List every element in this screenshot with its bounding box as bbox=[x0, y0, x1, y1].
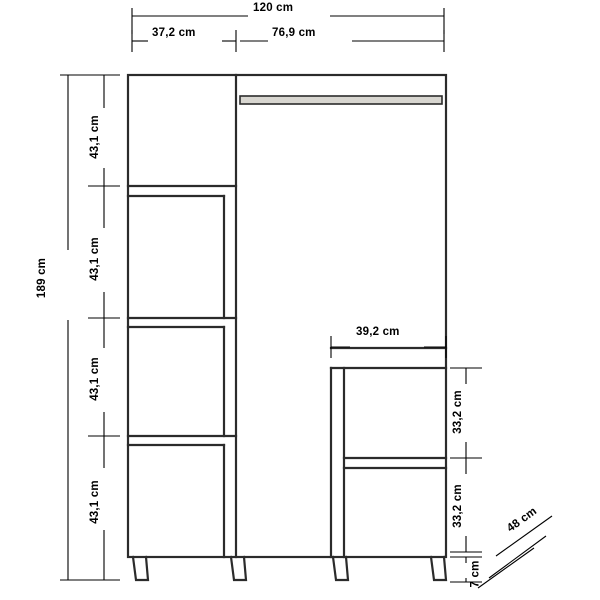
dimension-shelf-height-2: 43,1 cm bbox=[88, 237, 101, 281]
dimension-leg-height: 7 cm bbox=[469, 560, 482, 588]
dimension-drawer-height-2: 33,2 cm bbox=[451, 484, 464, 528]
dimension-shelf-height-4: 43,1 cm bbox=[88, 480, 101, 524]
dimension-drawer-width: 39,2 cm bbox=[356, 326, 400, 338]
cabinet-outline bbox=[128, 75, 446, 557]
dimension-left-section-width: 37,2 cm bbox=[152, 27, 196, 39]
dimension-total-height: 189 cm bbox=[36, 257, 49, 299]
dim-depth-line bbox=[489, 536, 546, 578]
leg-center bbox=[231, 557, 246, 580]
leg-right bbox=[431, 557, 446, 580]
dimension-right-section-width: 76,9 cm bbox=[272, 27, 316, 39]
hanging-rail bbox=[240, 96, 442, 104]
dimension-shelf-height-3: 43,1 cm bbox=[88, 357, 101, 401]
dimension-shelf-height-1: 43,1 cm bbox=[88, 115, 101, 159]
dimension-depth: 48 cm bbox=[505, 505, 540, 535]
leg-left bbox=[133, 557, 148, 580]
dimension-drawer-height-1: 33,2 cm bbox=[451, 390, 464, 434]
leg-right-inner bbox=[333, 557, 348, 580]
ext-depth-lower bbox=[478, 548, 534, 588]
dimension-total-width: 120 cm bbox=[253, 2, 294, 14]
